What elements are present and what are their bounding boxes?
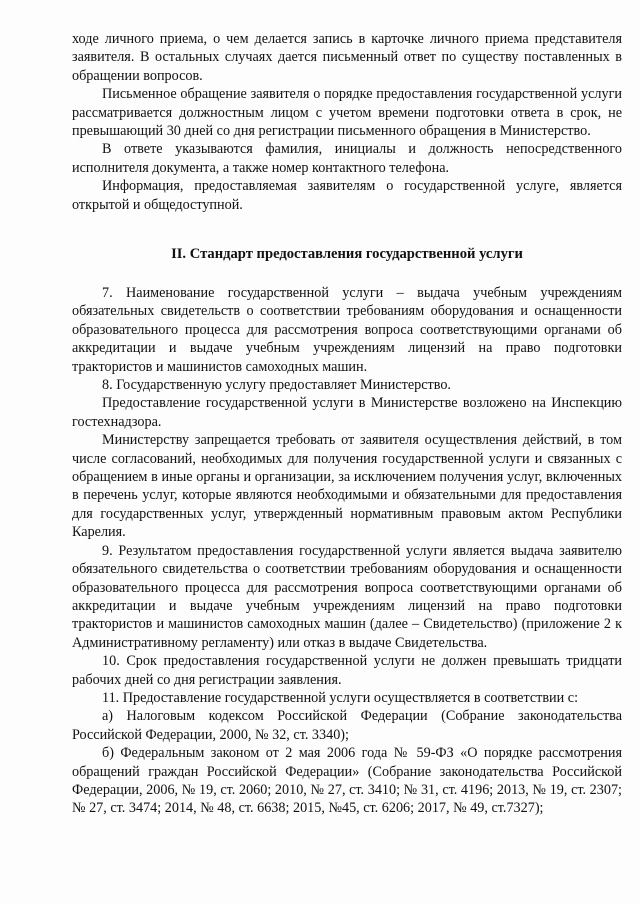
clause-8-paragraph: 8. Государственную услугу предоставляет Министерство.	[102, 377, 451, 394]
intro-paragraph-answer-details: В ответе указываются фамилия, инициалы и должность непосредственного исполнителя документа, а также номер контактного телефона.	[72, 141, 622, 176]
clause-11b-paragraph: б) Федеральным законом от 2 мая 2006 года № 59-ФЗ «О порядке рассмотрения обращений граждан Российской Федерации» (Собрание законодательства Российской Федерации, 2006, № 19, ст. 2060; 2010, № 27, ст. 3410; № 31, ст. 4196; 2013, № 19, ст. 2307; № 27, ст. 3474; 2014, № 48, ст. 6638; 2015, №45, ст. 6206; 2017, № 49, ст.7327);	[72, 745, 622, 817]
section-heading: II. Стандарт предоставления государственной услуги	[171, 246, 523, 262]
intro-section	[72, 30, 622, 214]
clause-7-paragraph: 7. Наименование государственной услуги – выдача учебным учреждениям обязательных свидетельств о соответствии требованиям оборудования и оснащенности образовательного процесса для рассмотрения вопроса соответствующими органами об аккредитации и выдаче учебным учреждениям лицензий на право подготовки трактористов и машинистов самоходных машин.	[72, 285, 622, 375]
clause-11-paragraph: 11. Предоставление государственной услуги осуществляется в соответствии с:	[102, 689, 579, 706]
intro-paragraph-public-info: Информация, предоставляемая заявителям о государственной услуге, является открытой и общедоступной.	[72, 178, 622, 213]
intro-paragraph-continuation: ходе личного приема, о чем делается запись в карточке личного приема представителя заявителя. В остальных случаях дается письменный ответ по существу поставленных в обращении вопросов.	[72, 31, 622, 84]
clause-9-paragraph: 9. Результатом предоставления государственной услуги является выдача заявителю обязательного свидетельства о соответствии требованиям оборудования и оснащенности образовательного процесса для рассмотрения вопроса соответствующими органами об аккредитации и выдаче учебным учреждениям лицензий на право подготовки трактористов и машинистов самоходных машин (далее – Свидетельство) (приложение 2 к Административному регламенту) или отказ в выдаче Свидетельства.	[72, 542, 622, 651]
clause-10-paragraph: 10. Срок предоставления государственной услуги не должен превышать тридцати рабочих дней со дня регистрации заявления.	[72, 653, 622, 688]
inspection-paragraph: Предоставление государственной услуги в Министерстве возложено на Инспекцию гостехнадзора.	[72, 395, 622, 430]
intro-paragraph-written-request: Письменное обращение заявителя о порядке предоставления государственной услуги рассматривается должностным лицом с учетом времени подготовки ответа в срок, не превышающий 30 дней со дня регистрации письменного обращения в Министерство.	[72, 86, 622, 140]
standard-section	[72, 284, 622, 818]
clause-11a-paragraph: а) Налоговым кодексом Российской Федерации (Собрание законодательства Российской Федерации, 2000, № 32, ст. 3340);	[72, 708, 622, 743]
prohibition-paragraph: Министерству запрещается требовать от заявителя осуществления действий, в том числе согласований, необходимых для получения государственной услуги и связанных с обращением в иные органы и организации, за исключением получения услуг, включенных в перечень услуг, которые являются необходимыми и обязательными для предоставления для государственных услуг, утвержденный нормативным правовым актом Республики Карелия.	[72, 432, 622, 541]
